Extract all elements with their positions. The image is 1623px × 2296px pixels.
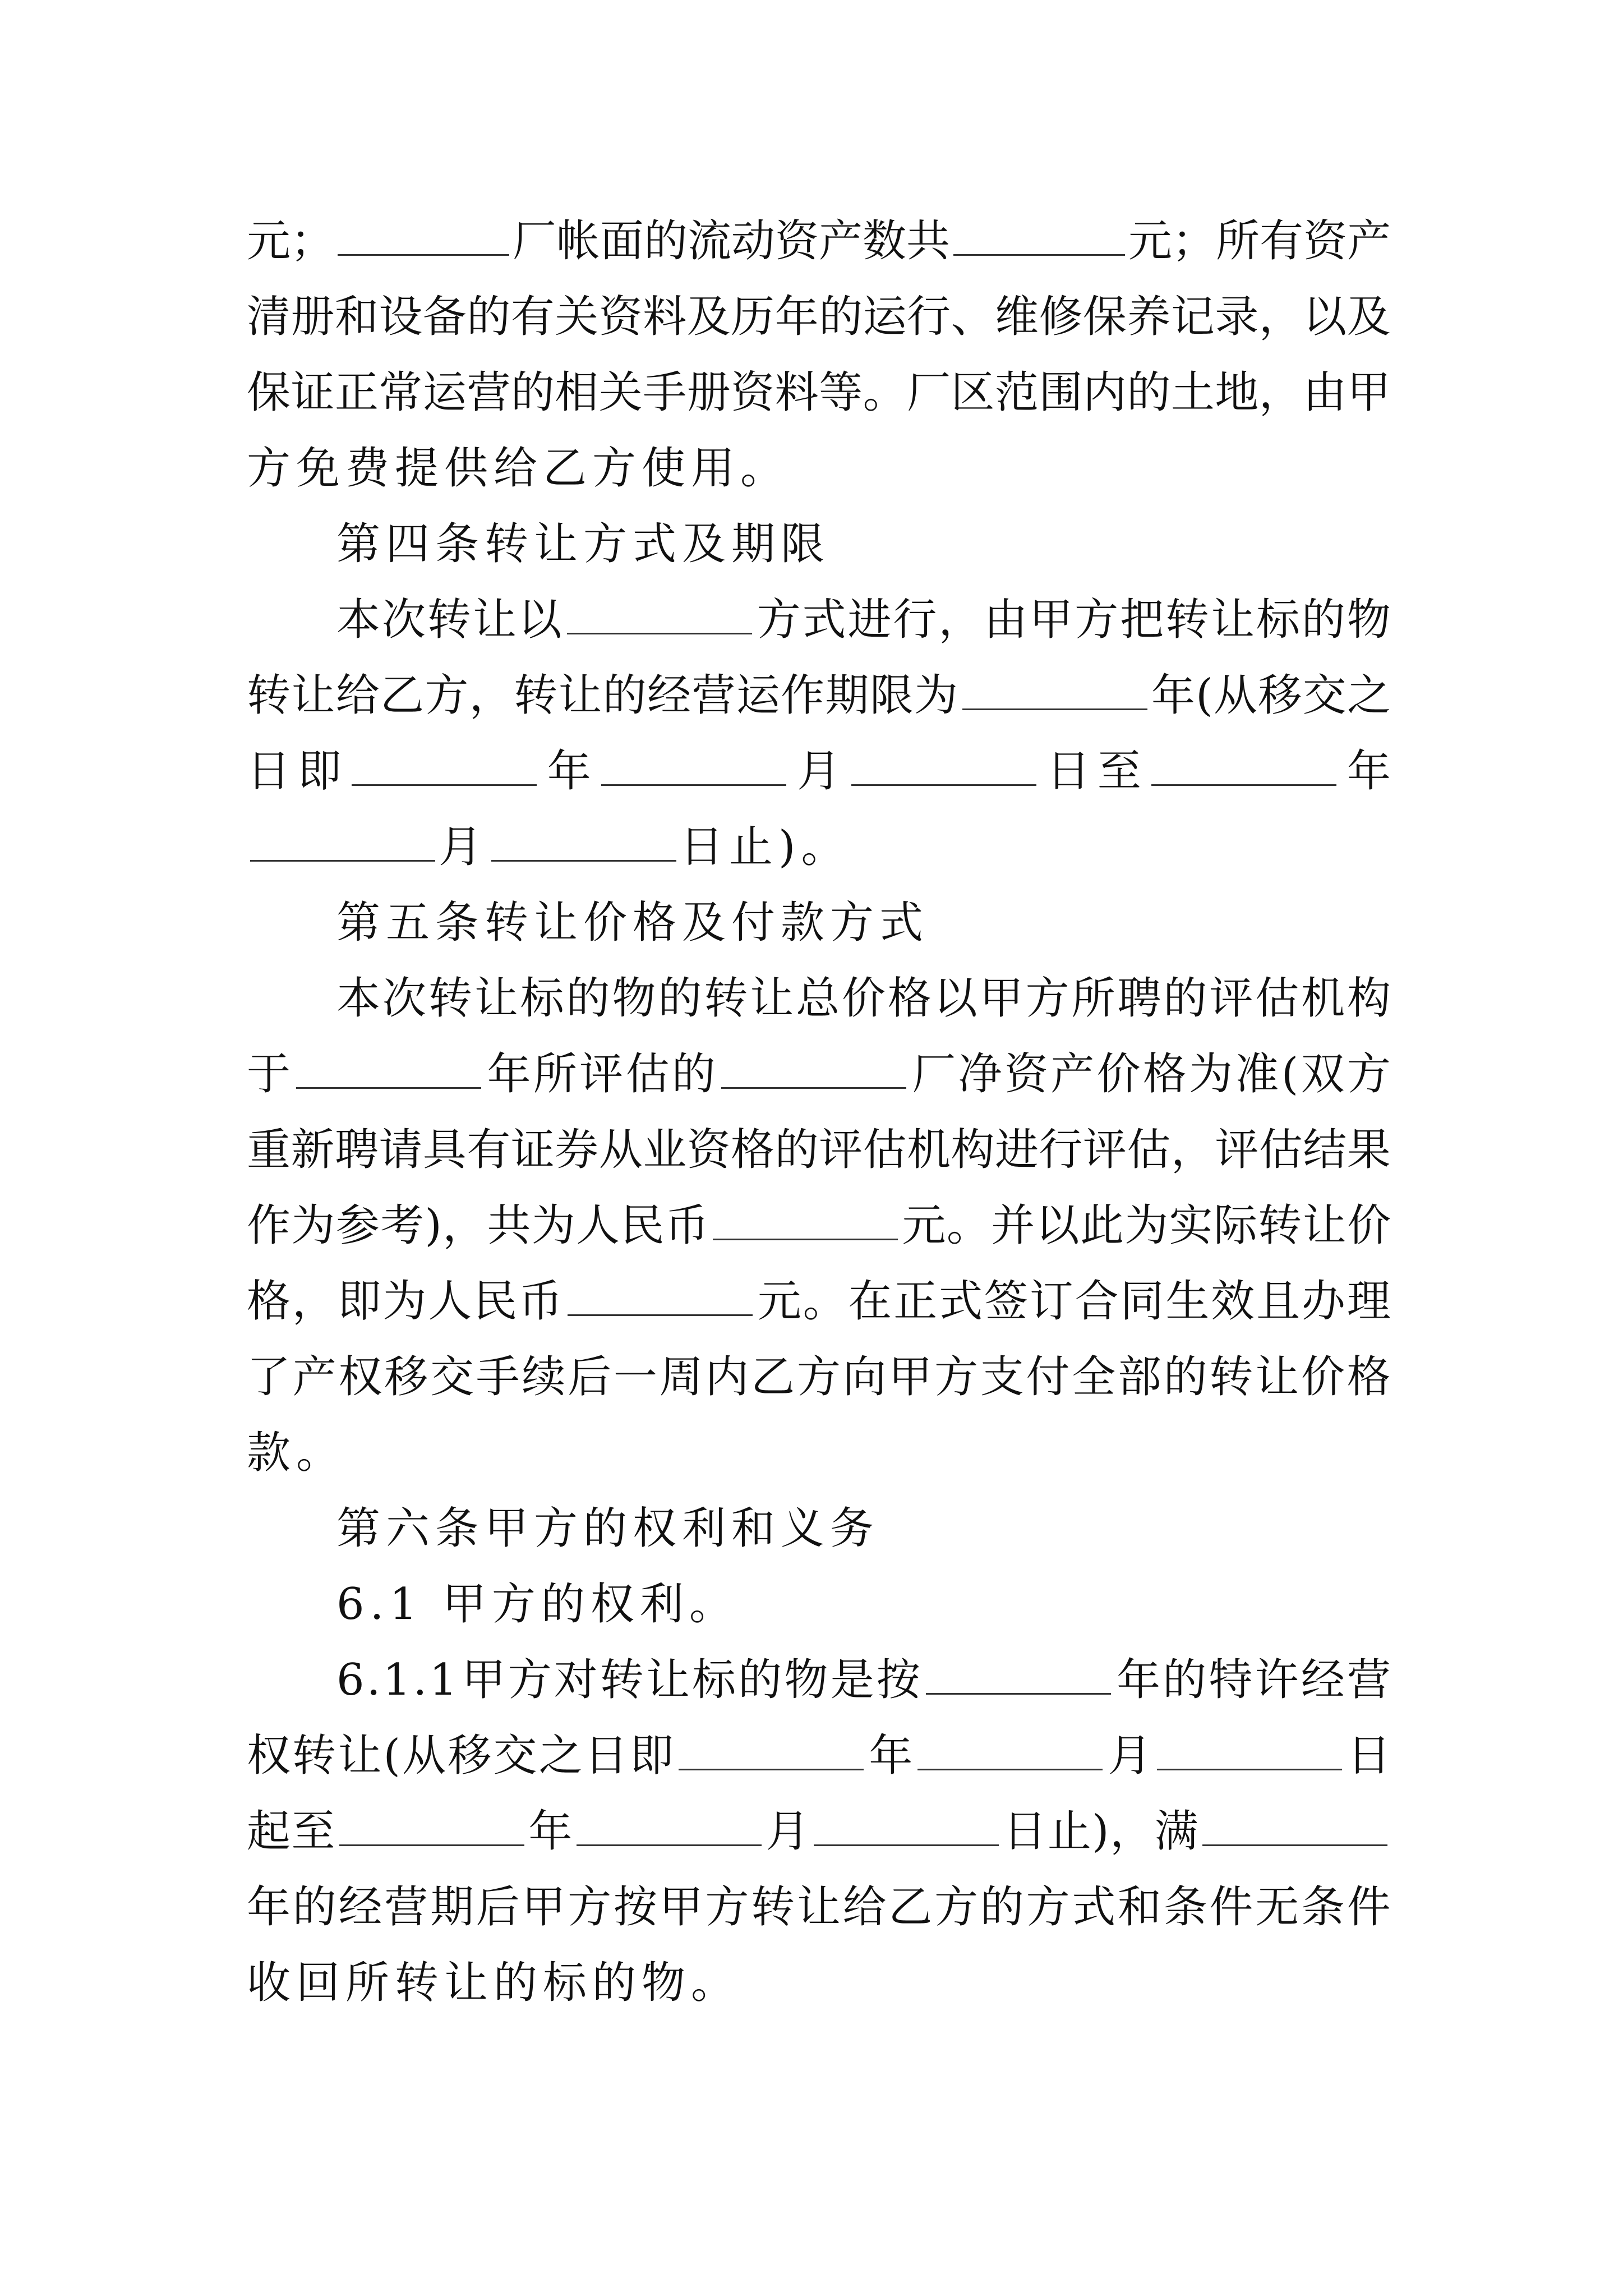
text-segment: 6.1 甲方的权利。	[336, 1579, 739, 1630]
fill-in-blank[interactable]	[568, 1275, 753, 1316]
fill-in-blank[interactable]	[851, 745, 1036, 786]
text-line: 6 . 1 . 1 甲 方 对 转 让 标 的 物 是 按 年 的 特 许 经 营	[336, 1655, 1391, 1705]
fill-in-blank[interactable]	[577, 1805, 762, 1846]
fill-in-blank[interactable]	[917, 1729, 1103, 1770]
text-line: 格 ， 即 为 人 民 币 元 。 在 正 式 签 订 合 同 生 效 且 办 理	[247, 1276, 1391, 1327]
fill-in-blank[interactable]	[1151, 745, 1336, 786]
text-line: 元 ； 厂 帐 面 的 流 动 资 产 数 共 元 ； 所 有 资 产	[247, 216, 1391, 266]
text-line: 了 产 权 移 交 手 续 后 一 周 内 乙 方 向 甲 方 支 付 全 部 的 转 让 价 格	[247, 1352, 1391, 1402]
fill-in-blank[interactable]	[1202, 1805, 1387, 1846]
text-segment: 第四条转让方式及期限	[336, 519, 831, 569]
fill-in-blank[interactable]	[713, 1199, 898, 1240]
text-segment: 收回所转让的标的物。	[247, 1958, 741, 2008]
fill-in-blank[interactable]	[601, 745, 786, 786]
text-line: 本 次 转 让 标 的 物 的 转 让 总 价 格 以 甲 方 所 聘 的 评 估 机 构	[336, 973, 1391, 1024]
text-line	[336, 889, 1391, 956]
fill-in-blank[interactable]	[296, 1048, 481, 1089]
text-segment: 第六条甲方的权利和义务	[336, 1503, 880, 1554]
text-segment: 方免费提供给乙方使用。	[247, 443, 790, 494]
text-line: 权 转 让 ( 从 移 交 之 日 即 年 月 日	[247, 1731, 1391, 1781]
text-line: 于 年 所 评 估 的 厂 净 资 产 价 格 为 准 ( 双 方	[247, 1049, 1391, 1099]
text-line: 保 证 正 常 运 营 的 相 关 手 册 资 料 等 。 厂 区 范 围 内 的 土 地 ， 由 甲	[247, 367, 1391, 418]
text-line: 日 即 年 月 日 至 年	[247, 746, 1391, 797]
fill-in-blank[interactable]	[926, 1654, 1111, 1695]
fill-in-blank[interactable]	[953, 215, 1125, 256]
text-line: 作 为 参 考 ) ， 共 为 人 民 币 元 。 并 以 此 为 实 际 转 让 价	[247, 1200, 1391, 1251]
text-segment: 日止)。	[680, 822, 851, 872]
fill-in-blank[interactable]	[491, 821, 676, 862]
text-line	[247, 1949, 1391, 2017]
text-line: 起 至 年 月 日 止 ) ， 满	[247, 1798, 1391, 1865]
text-line: 本 次 转 让 以 方 式 进 行 ， 由 甲 方 把 转 让 标 的 物	[336, 595, 1391, 645]
text-line	[336, 510, 1391, 578]
text-line	[247, 1419, 1391, 1487]
text-line: 年 的 经 营 期 后 甲 方 按 甲 方 转 让 给 乙 方 的 方 式 和 条 件 无 条 件	[247, 1882, 1391, 1932]
text-line	[336, 1571, 1391, 1638]
fill-in-blank[interactable]	[962, 669, 1147, 710]
fill-in-blank[interactable]	[567, 593, 752, 634]
text-line: 转 让 给 乙 方 ， 转 让 的 经 营 运 作 期 限 为 年 ( 从 移 交 之	[247, 670, 1391, 721]
fill-in-blank[interactable]	[352, 745, 537, 786]
fill-in-blank[interactable]	[814, 1805, 999, 1846]
text-line	[336, 1495, 1391, 1562]
text-line	[247, 813, 1391, 881]
fill-in-blank[interactable]	[338, 215, 509, 256]
fill-in-blank[interactable]	[721, 1048, 906, 1089]
text-segment: 月	[439, 822, 488, 872]
text-line: 重 新 聘 请 具 有 证 券 从 业 资 格 的 评 估 机 构 进 行 评 估 ， 评 估 结 果	[247, 1125, 1391, 1175]
fill-in-blank[interactable]	[1157, 1729, 1342, 1770]
fill-in-blank[interactable]	[339, 1805, 524, 1846]
text-segment: 第五条转让价格及付款方式	[336, 898, 929, 948]
fill-in-blank[interactable]	[679, 1729, 864, 1770]
text-line	[247, 435, 1391, 502]
text-segment: 款。	[247, 1428, 346, 1478]
fill-in-blank[interactable]	[250, 821, 435, 862]
text-line: 清 册 和 设 备 的 有 关 资 料 及 历 年 的 运 行 、 维 修 保 养 记 录 ， 以 及	[247, 292, 1391, 342]
